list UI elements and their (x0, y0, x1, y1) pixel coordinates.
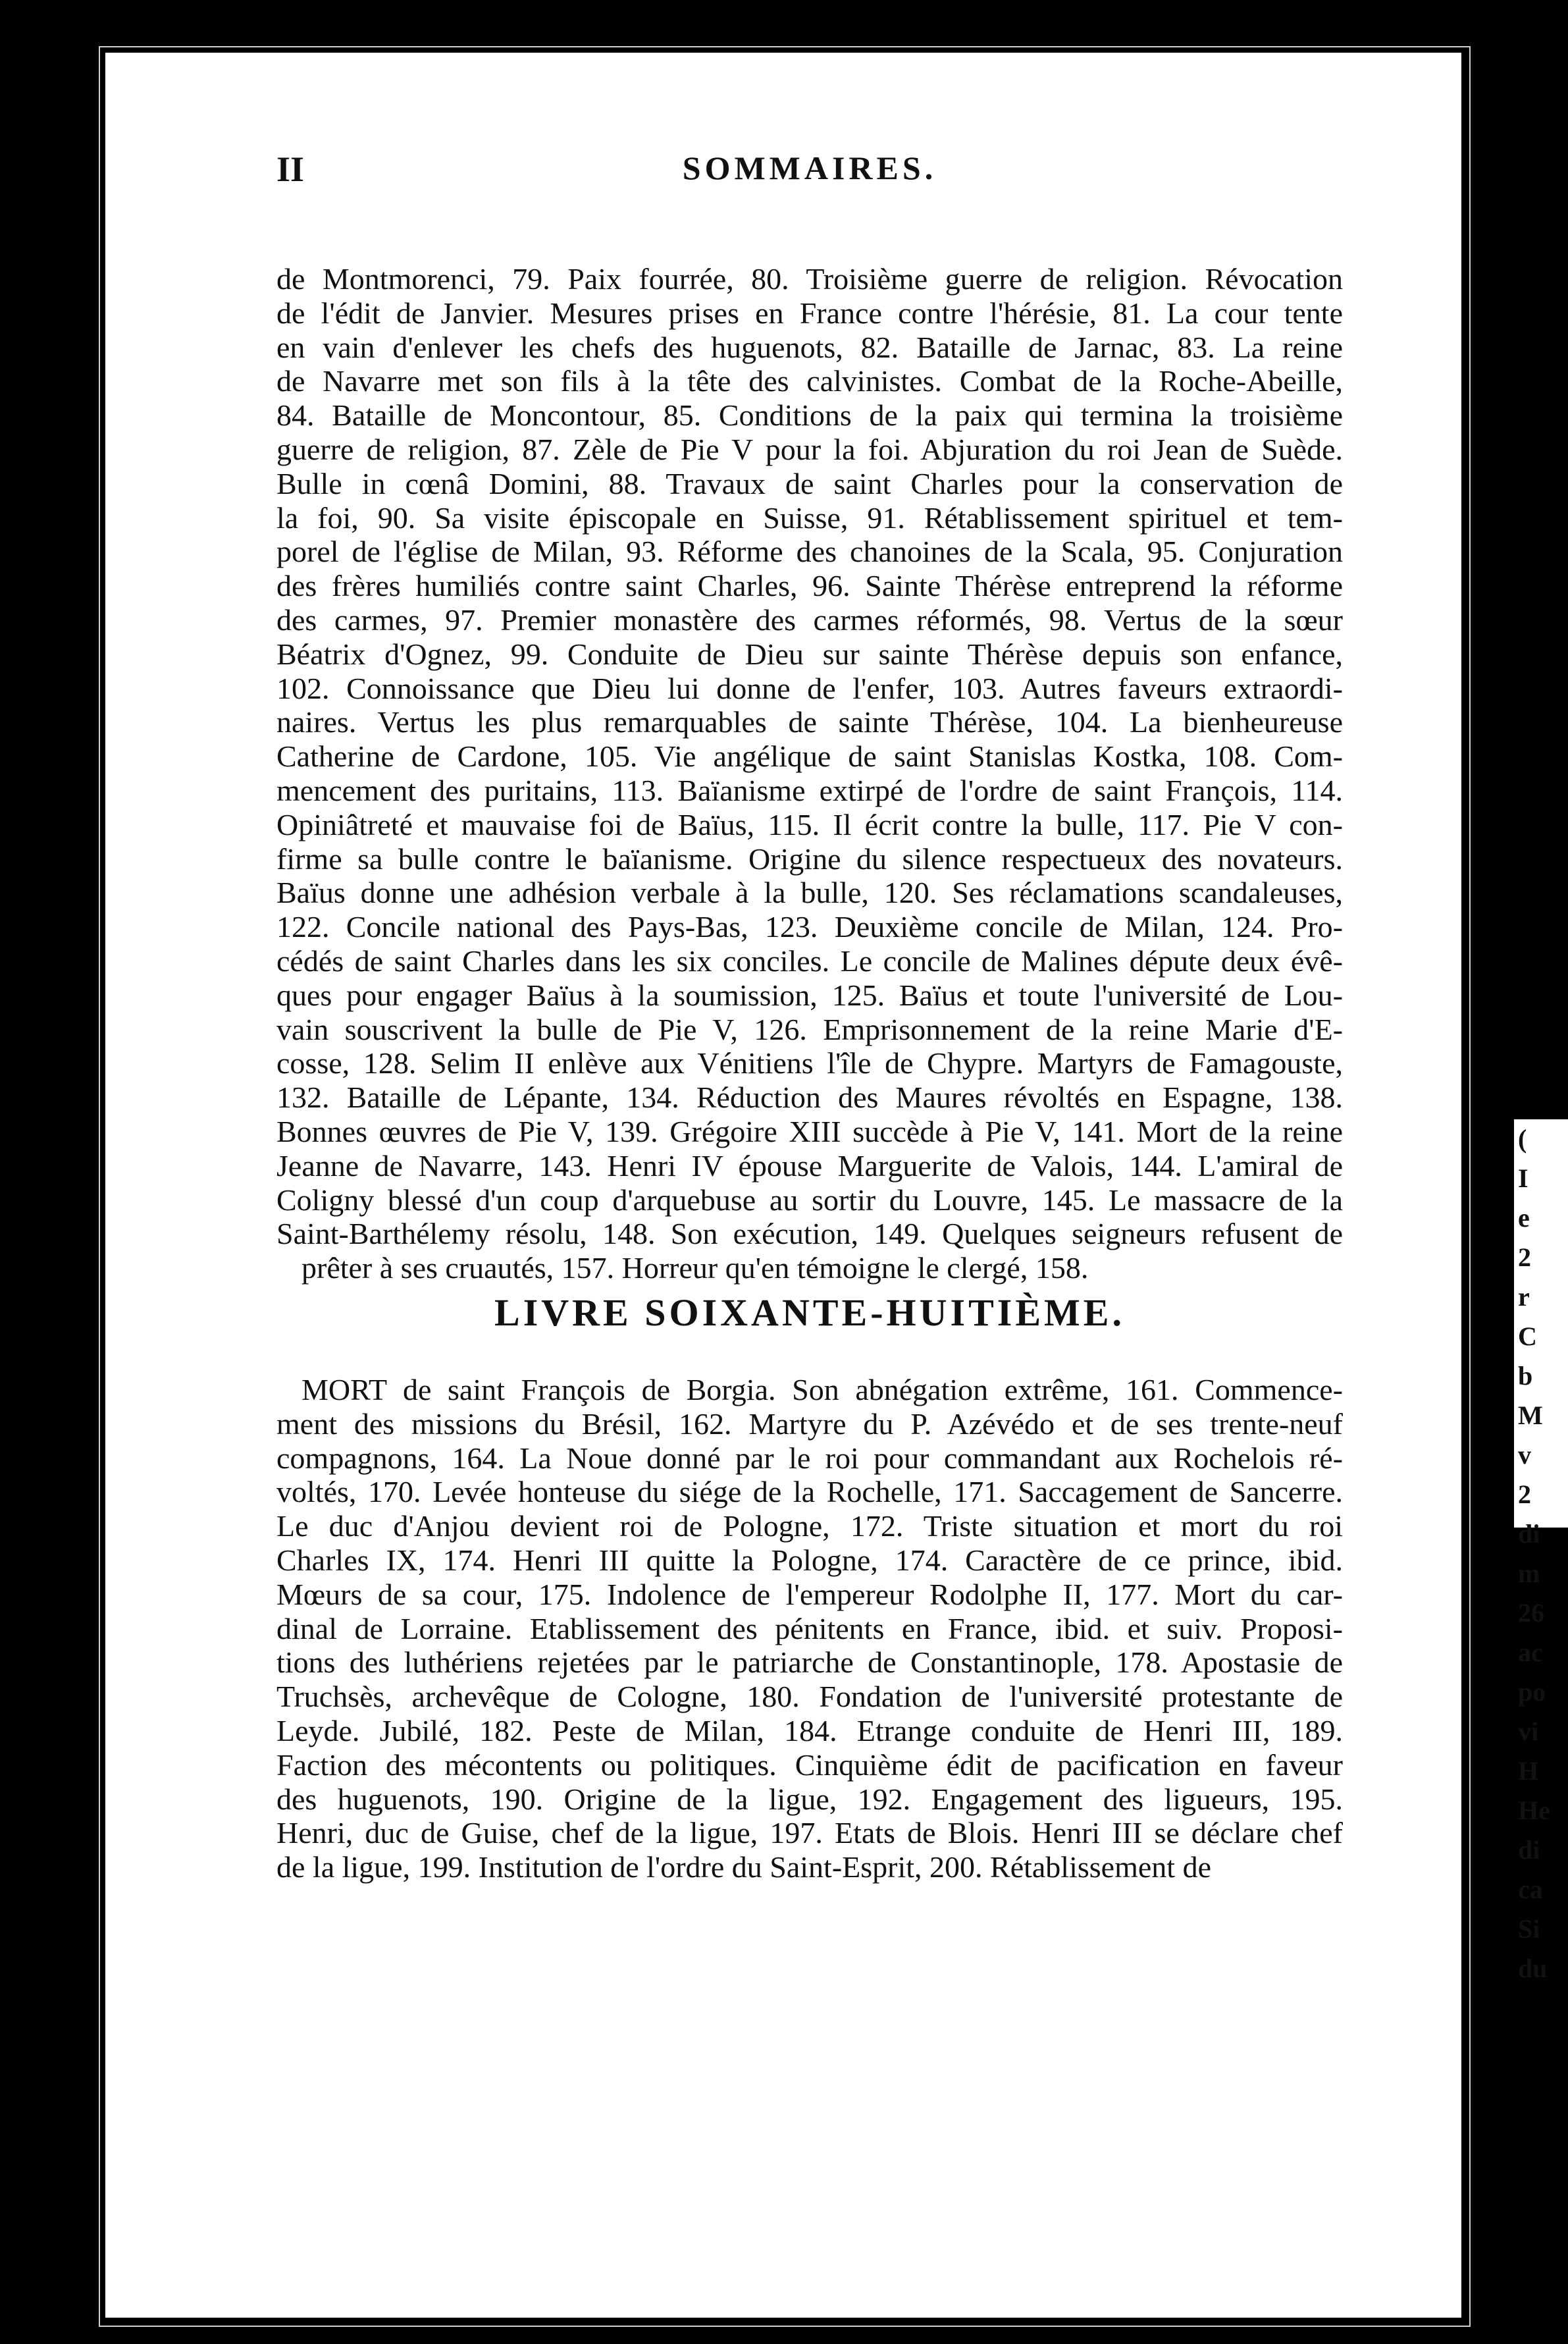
adjacent-page-fragment: He (1518, 1796, 1550, 1825)
text-line: Leyde. Jubilé, 182. Peste de Milan, 184. Etrange conduite de Henri III, 189. (276, 1713, 1343, 1747)
adjacent-page-fragment: H (1518, 1756, 1539, 1786)
text-line: Catherine de Cardone, 105. Vie angélique de saint Stanislas Kostka, 108. Com- (276, 739, 1343, 774)
text-line: des carmes, 97. Premier monastère des carmes réformés, 98. Vertus de la sœur (276, 602, 1343, 637)
text-line: des huguenots, 190. Origine de la ligue, 192. Engagement des ligueurs, 195. (276, 1782, 1343, 1816)
text-line: Opiniâtreté et mauvaise foi de Baïus, 115. Il écrit contre la bulle, 117. Pie V con- (276, 807, 1343, 841)
adjacent-page-fragment: vi (1518, 1717, 1539, 1746)
adjacent-page-fragment: ( (1518, 1124, 1527, 1154)
text-line: 122. Concile national des Pays-Bas, 123. Deuxième concile de Milan, 124. Pro- (276, 910, 1343, 944)
adjacent-page-fragment: m (1518, 1558, 1540, 1588)
text-line: MORT de saint François de Borgia. Son abnégation extrême, 161. Commence- (301, 1373, 1343, 1406)
adjacent-page-fragment: 26 (1518, 1598, 1544, 1628)
text-line: ment des missions du Brésil, 162. Martyre du P. Azévédo et de ses trente-neuf (276, 1406, 1343, 1441)
text-line: Coligny blessé d'un coup d'arquebuse au sortir du Louvre, 145. Le massacre de la (276, 1183, 1343, 1217)
text-line: de l'édit de Janvier. Mesures prises en France contre l'hérésie, 81. La cour tente (276, 296, 1343, 330)
adjacent-page-edge (1514, 1119, 1568, 1983)
adjacent-page-fragment: ca (1518, 1875, 1543, 1904)
adjacent-page-fragment: ac (1518, 1638, 1543, 1667)
text-line: Mœurs de sa cour, 175. Indolence de l'empereur Rodolphe II, 177. Mort du car- (276, 1577, 1343, 1611)
text-line: cédés de saint Charles dans les six conciles. Le concile de Malines députe deux évê- (276, 944, 1343, 978)
section-heading: LIVRE SOIXANTE-HUITIÈME. (494, 1291, 1125, 1334)
text-line: des frères humiliés contre saint Charles, 96. Sainte Thérèse entreprend la réforme (276, 569, 1343, 603)
adjacent-page-fragment: Si (1518, 1914, 1540, 1944)
text-line: Le duc d'Anjou devient roi de Pologne, 172. Triste situation et mort du roi (276, 1509, 1343, 1543)
text-line: porel de l'église de Milan, 93. Réforme des chanoines de la Scala, 95. Conjuration (276, 535, 1343, 569)
text-line: cosse, 128. Selim II enlève aux Vénitiens l'île de Chypre. Martyrs de Famagouste, (276, 1046, 1343, 1080)
adjacent-page-fragment: v (1518, 1440, 1531, 1470)
text-line: Henri, duc de Guise, chef de la ligue, 197. Etats de Blois. Henri III se déclare chef (276, 1816, 1343, 1850)
adjacent-page-fragment: C (1518, 1321, 1537, 1351)
text-line: voltés, 170. Levée honteuse du siége de la Rochelle, 171. Saccagement de Sancerre. (276, 1475, 1343, 1509)
text-line: de Montmorenci, 79. Paix fourrée, 80. Troisième guerre de religion. Révocation (276, 262, 1343, 296)
text-line: Faction des mécontents ou politiques. Cinquième édit de pacification en faveur (276, 1747, 1343, 1782)
page-number: II (276, 149, 305, 189)
adjacent-page-fragment: r (1518, 1282, 1530, 1312)
text-line: Bonnes œuvres de Pie V, 139. Grégoire XIII succède à Pie V, 141. Mort de la reine (276, 1114, 1343, 1148)
text-line: de la ligue, 199. Institution de l'ordre du Saint-Esprit, 200. Rétablissement de (276, 1850, 1211, 1884)
text-line: Bulle in cœnâ Domini, 88. Travaux de saint Charles pour la conservation de (276, 466, 1343, 500)
adjacent-page-fragment: du (1518, 1954, 1548, 1983)
text-line: compagnons, 164. La Noue donné par le roi pour commandant aux Rochelois ré- (276, 1441, 1343, 1475)
adjacent-page-fragment: b (1518, 1361, 1533, 1391)
text-line: Truchsès, archevêque de Cologne, 180. Fondation de l'université protestante de (276, 1680, 1343, 1714)
text-line: prêter à ses cruautés, 157. Horreur qu'en témoigne le clergé, 158. (301, 1251, 1089, 1285)
adjacent-page-fragment: I (1518, 1163, 1529, 1193)
adjacent-page-fragment: M (1518, 1400, 1543, 1430)
text-line: Jeanne de Navarre, 143. Henri IV épouse Marguerite de Valois, 144. L'amiral de (276, 1148, 1343, 1183)
book-page (105, 53, 1461, 2318)
text-line: dinal de Lorraine. Etablissement des pénitents en France, ibid. et suiv. Proposi- (276, 1611, 1343, 1645)
livre-summary (276, 1373, 1343, 1884)
text-line: de Navarre met son fils à la tête des calvinistes. Combat de la Roche-Abeille, (276, 364, 1343, 398)
adjacent-page-fragment: di (1518, 1835, 1540, 1865)
text-line: vain souscrivent la bulle de Pie V, 126. Emprisonnement de la reine Marie d'E- (276, 1012, 1343, 1046)
text-line: 84. Bataille de Moncontour, 85. Conditions de la paix qui termina la troisième (276, 398, 1343, 433)
text-line: 132. Bataille de Lépante, 134. Réduction des Maures révoltés en Espagne, 138. (276, 1080, 1343, 1115)
text-line: Baïus donne une adhésion verbale à la bulle, 120. Ses réclamations scandaleuses, (276, 876, 1343, 910)
adjacent-page-fragment: e (1518, 1203, 1530, 1233)
text-line: firme sa bulle contre le baïanisme. Origine du silence respectueux des novateurs. (276, 841, 1343, 876)
adjacent-page-fragment: 2 (1518, 1479, 1531, 1509)
text-line: naires. Vertus les plus remarquables de sainte Thérèse, 104. La bienheureuse (276, 705, 1343, 739)
adjacent-page-fragment: 2 (1518, 1242, 1531, 1272)
adjacent-page-fragment: po (1518, 1677, 1546, 1707)
text-line: ques pour engager Baïus à la soumission, 125. Baïus et toute l'université de Lou- (276, 978, 1343, 1012)
text-line: tions des luthériens rejetées par le patriarche de Constantinople, 178. Apostasie de (276, 1645, 1343, 1680)
text-line: guerre de religion, 87. Zèle de Pie V pour la foi. Abjuration du roi Jean de Suède. (276, 432, 1343, 466)
text-line: Béatrix d'Ognez, 99. Conduite de Dieu sur sainte Thérèse depuis son enfance, (276, 637, 1343, 671)
running-title: SOMMAIRES. (682, 149, 937, 186)
text-line: mencement des puritains, 113. Baïanisme extirpé de l'ordre de saint François, 114. (276, 773, 1343, 807)
text-line: la foi, 90. Sa visite épiscopale en Suisse, 91. Rétablissement spirituel et tem- (276, 500, 1343, 535)
text-line: 102. Connoissance que Dieu lui donne de l'enfer, 103. Autres faveurs extraordi- (276, 671, 1343, 705)
summary-continuation (276, 262, 1343, 1285)
text-line: Charles IX, 174. Henri III quitte la Pologne, 174. Caractère de ce prince, ibid. (276, 1543, 1343, 1577)
page-header (276, 149, 1343, 201)
text-line: Saint-Barthélemy résolu, 148. Son exécution, 149. Quelques seigneurs refusent de (276, 1217, 1343, 1251)
text-line: en vain d'enlever les chefs des huguenots, 82. Bataille de Jarnac, 83. La reine (276, 330, 1343, 364)
adjacent-page-fragment: di (1518, 1519, 1540, 1549)
